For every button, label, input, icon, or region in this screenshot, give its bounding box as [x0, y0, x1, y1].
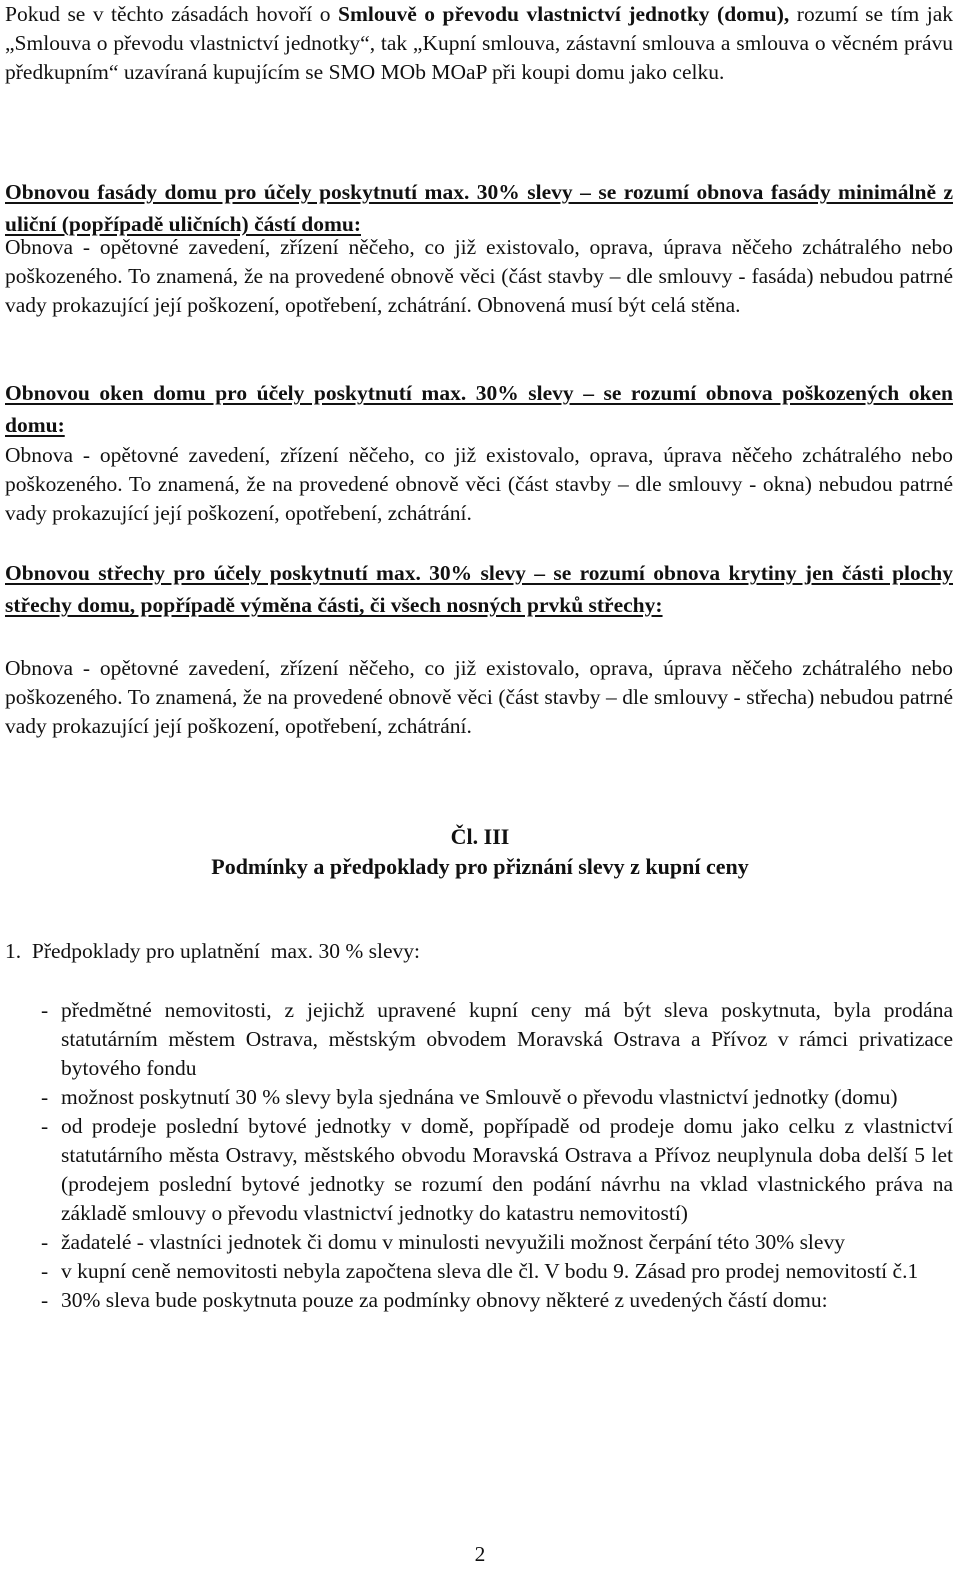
bullet-marker: -: [41, 1114, 49, 1138]
page-number: 2: [474, 1542, 486, 1566]
conditions-list: [5, 996, 953, 1315]
list-item-text: předmětné nemovitosti, z jejichž upravené kupní ceny má být sleva poskytnuta, byla prodána statutárním městem Ostrava, městským obvodem Moravská Ostrava a Přívoz v rámci privatizace bytového fondu: [61, 998, 953, 1080]
list-item-text: od prodeje poslední bytové jednotky v domě, popřípadě od prodeje domu jako celku z vlastnictví statutárního města Ostravy, městského obvodu Moravská Ostrava a Přívoz neuplynula doba delší 5 let (prodejem poslední bytové jednotky se rozumí den podání návrhu na vklad vlastnického práva na základě smlouvy o převodu vlastnictví jednotky do katastru nemovitostí): [61, 1114, 953, 1225]
intro-lead: Pokud se v těchto zásadách hovoří o: [5, 2, 338, 26]
intro-bold-term: Smlouvě o převodu vlastnictví jednotky (domu),: [337, 2, 790, 26]
bullet-marker: -: [41, 998, 49, 1022]
bullet-marker: -: [41, 1288, 49, 1312]
section-windows-body: Obnova - opětovné zavedení, zřízení něčeho, co již existovalo, oprava, úprava něčeho zchátralého nebo poškozeného. To znamená, že na provedené obnově věci (část stavby – dle smlouvy - okna) nebudou patrné vady prokazující její poškození, opotřebení, zchátrání.: [5, 443, 953, 525]
list-item-text: možnost poskytnutí 30 % slevy byla sjednána ve Smlouvě o převodu vlastnictví jednotky (domu): [61, 1085, 898, 1109]
list-item: [5, 1257, 953, 1286]
article-number: Čl. III: [450, 824, 510, 849]
section-facade-heading: Obnovou fasády domu pro účely poskytnutí max. 30% slevy – se rozumí obnova fasády minimálně z uliční (popřípadě uličních) částí domu:: [5, 180, 953, 236]
list-item: [5, 1228, 953, 1257]
bullet-marker: -: [41, 1259, 49, 1283]
list-item-text: v kupní ceně nemovitosti nebyla započtena sleva dle čl. V bodu 9. Zásad pro prodej nemovitostí č.1: [61, 1259, 919, 1283]
list-item-text: 30% sleva bude poskytnuta pouze za podmínky obnovy některé z uvedených částí domu:: [61, 1288, 828, 1312]
intro-rest: rozumí se tím jak „Smlouva o převodu vlastnictví jednotky“, tak „Kupní smlouva, zástavní smlouva a smlouva o věcném právu předkupním“ uzavíraná kupujícím se SMO MOb MOaP při koupi domu jako celku.: [5, 2, 953, 84]
list-item: [5, 1083, 953, 1112]
intro-paragraph: [5, 0, 953, 87]
section-windows-heading: Obnovou oken domu pro účely poskytnutí max. 30% slevy – se rozumí obnova poškozených oken domu:: [5, 381, 953, 437]
article-title: Podmínky a předpoklady pro přiznání slevy z kupní ceny: [211, 854, 749, 879]
section-roof-body: Obnova - opětovné zavedení, zřízení něčeho, co již existovalo, oprava, úprava něčeho zchátralého nebo poškozeného. To znamená, že na provedené obnově věci (část stavby – dle smlouvy - střecha) nebudou patrné vady prokazující její poškození, opotřebení, zchátrání.: [5, 656, 953, 738]
list-item: [5, 996, 953, 1083]
list-item: [5, 1112, 953, 1228]
list-item-text: žadatelé - vlastníci jednotek či domu v minulosti nevyužili možnost čerpání této 30% slevy: [61, 1230, 845, 1254]
bullet-marker: -: [41, 1085, 49, 1109]
list-item: [5, 1286, 953, 1315]
section-roof-heading: Obnovou střechy pro účely poskytnutí max. 30% slevy – se rozumí obnova krytiny jen části plochy střechy domu, popřípadě výměna části, či všech nosných prvků střechy:: [5, 561, 953, 617]
numbered-item-1: 1. Předpoklady pro uplatnění max. 30 % slevy:: [5, 939, 420, 963]
bullet-marker: -: [41, 1230, 49, 1254]
section-facade-body: Obnova - opětovné zavedení, zřízení něčeho, co již existovalo, oprava, úprava něčeho zchátralého nebo poškozeného. To znamená, že na provedené obnově věci (část stavby – dle smlouvy - fasáda) nebudou patrné vady prokazující její poškození, opotřebení, zchátrání. Obnovená musí být celá stěna.: [5, 235, 953, 317]
